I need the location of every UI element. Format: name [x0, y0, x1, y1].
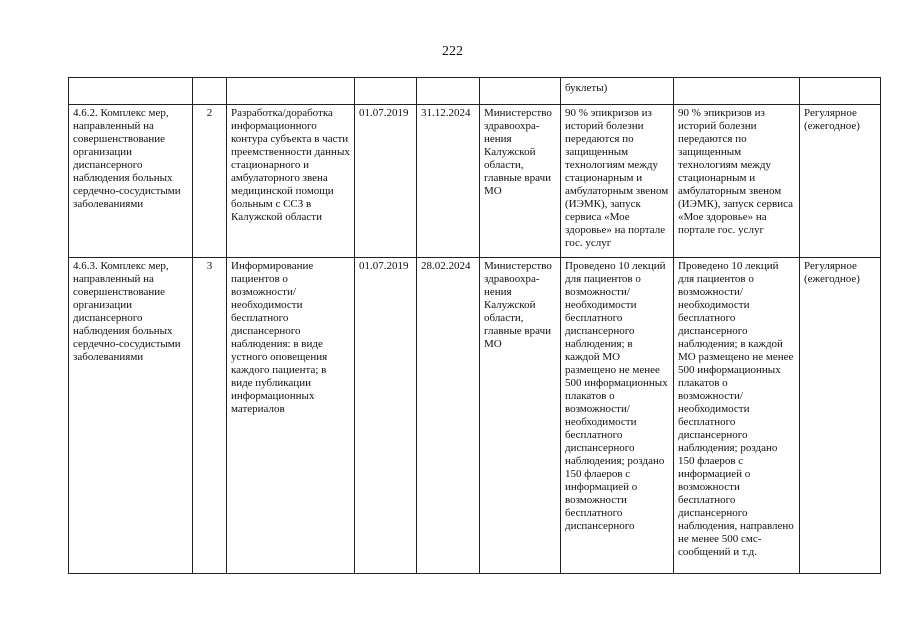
number-cell: 2 — [193, 105, 227, 258]
result-cell: 90 % эпикризов из историй болезни передаются по защищенным технологиям между стационарным и амбулаторным звеном (ИЭМК), запуск сервиса «Мое здоровье» на портале гос. услуг — [674, 105, 800, 258]
result-cell: Проведено 10 лекций для пациентов о возможности/необходимости бесплатного диспансерного наблюдения; в каждой МО размещено не менее 500 информационных плакатов о возможности/необходимости бесплатного диспансерного наблюдения; роздано 150 флаеров с информацией о возможности бесплатного диспансерного наблюдения, направлено не менее 500 смс-сообщений и т.д. — [674, 258, 800, 574]
content-cell — [227, 78, 355, 105]
frequency-cell: Регулярное (ежегодное) — [800, 258, 881, 574]
page-number: 222 — [442, 44, 463, 59]
section-cell: 4.6.3. Комплекс мер, направленный на совершенствование организации диспансерного наблюдения больных сердечно-сосудистыми заболеваниями — [69, 258, 193, 574]
content-cell: Разработка/доработка информационного контура субъекта в части преемственности данных стационарного и амбулаторного звена медицинской помощи больным с ССЗ в Калужской области — [227, 105, 355, 258]
start-date-cell: 01.07.2019 — [355, 105, 417, 258]
responsible-cell — [480, 78, 561, 105]
result-cell: буклеты) — [561, 78, 674, 105]
end-date-cell: 28.02.2024 — [417, 258, 480, 574]
responsible-cell: Министерство здравоохра-нения Калужской области, главные врачи МО — [480, 258, 561, 574]
result-cell — [674, 78, 800, 105]
table-row — [69, 258, 881, 574]
frequency-cell: Регулярное (ежегодное) — [800, 105, 881, 258]
result-cell: 90 % эпикризов из историй болезни передаются по защищенным технологиям между стационарным и амбулаторным звеном (ИЭМК), запуск сервиса «Мое здоровье» на портале гос. услуг — [561, 105, 674, 258]
end-date-cell — [417, 78, 480, 105]
responsible-cell: Министерство здравоохра-нения Калужской области, главные врачи МО — [480, 105, 561, 258]
section-cell: 4.6.2. Комплекс мер, направленный на совершенствование организации диспансерного наблюдения больных сердечно-сосудистыми заболеваниями — [69, 105, 193, 258]
result-cell: Проведено 10 лекций для пациентов о возможности/необходимости бесплатного диспансерного наблюдения; в каждой МО размещено не менее 500 информационных плакатов о возможности/необходимости бесплатного диспансерного наблюдения; роздано 150 флаеров с информацией о возможности бесплатного диспансерного — [561, 258, 674, 574]
number-cell — [193, 78, 227, 105]
start-date-cell — [355, 78, 417, 105]
start-date-cell: 01.07.2019 — [355, 258, 417, 574]
number-cell: 3 — [193, 258, 227, 574]
section-cell — [69, 78, 193, 105]
end-date-cell: 31.12.2024 — [417, 105, 480, 258]
table-row — [69, 105, 881, 258]
measures-table — [68, 77, 881, 574]
table-row — [69, 78, 881, 105]
content-cell: Информирование пациентов о возможности/необходимости бесплатного диспансерного наблюдения: в виде устного оповещения каждого пациента; в виде публикации информационных материалов — [227, 258, 355, 574]
frequency-cell — [800, 78, 881, 105]
